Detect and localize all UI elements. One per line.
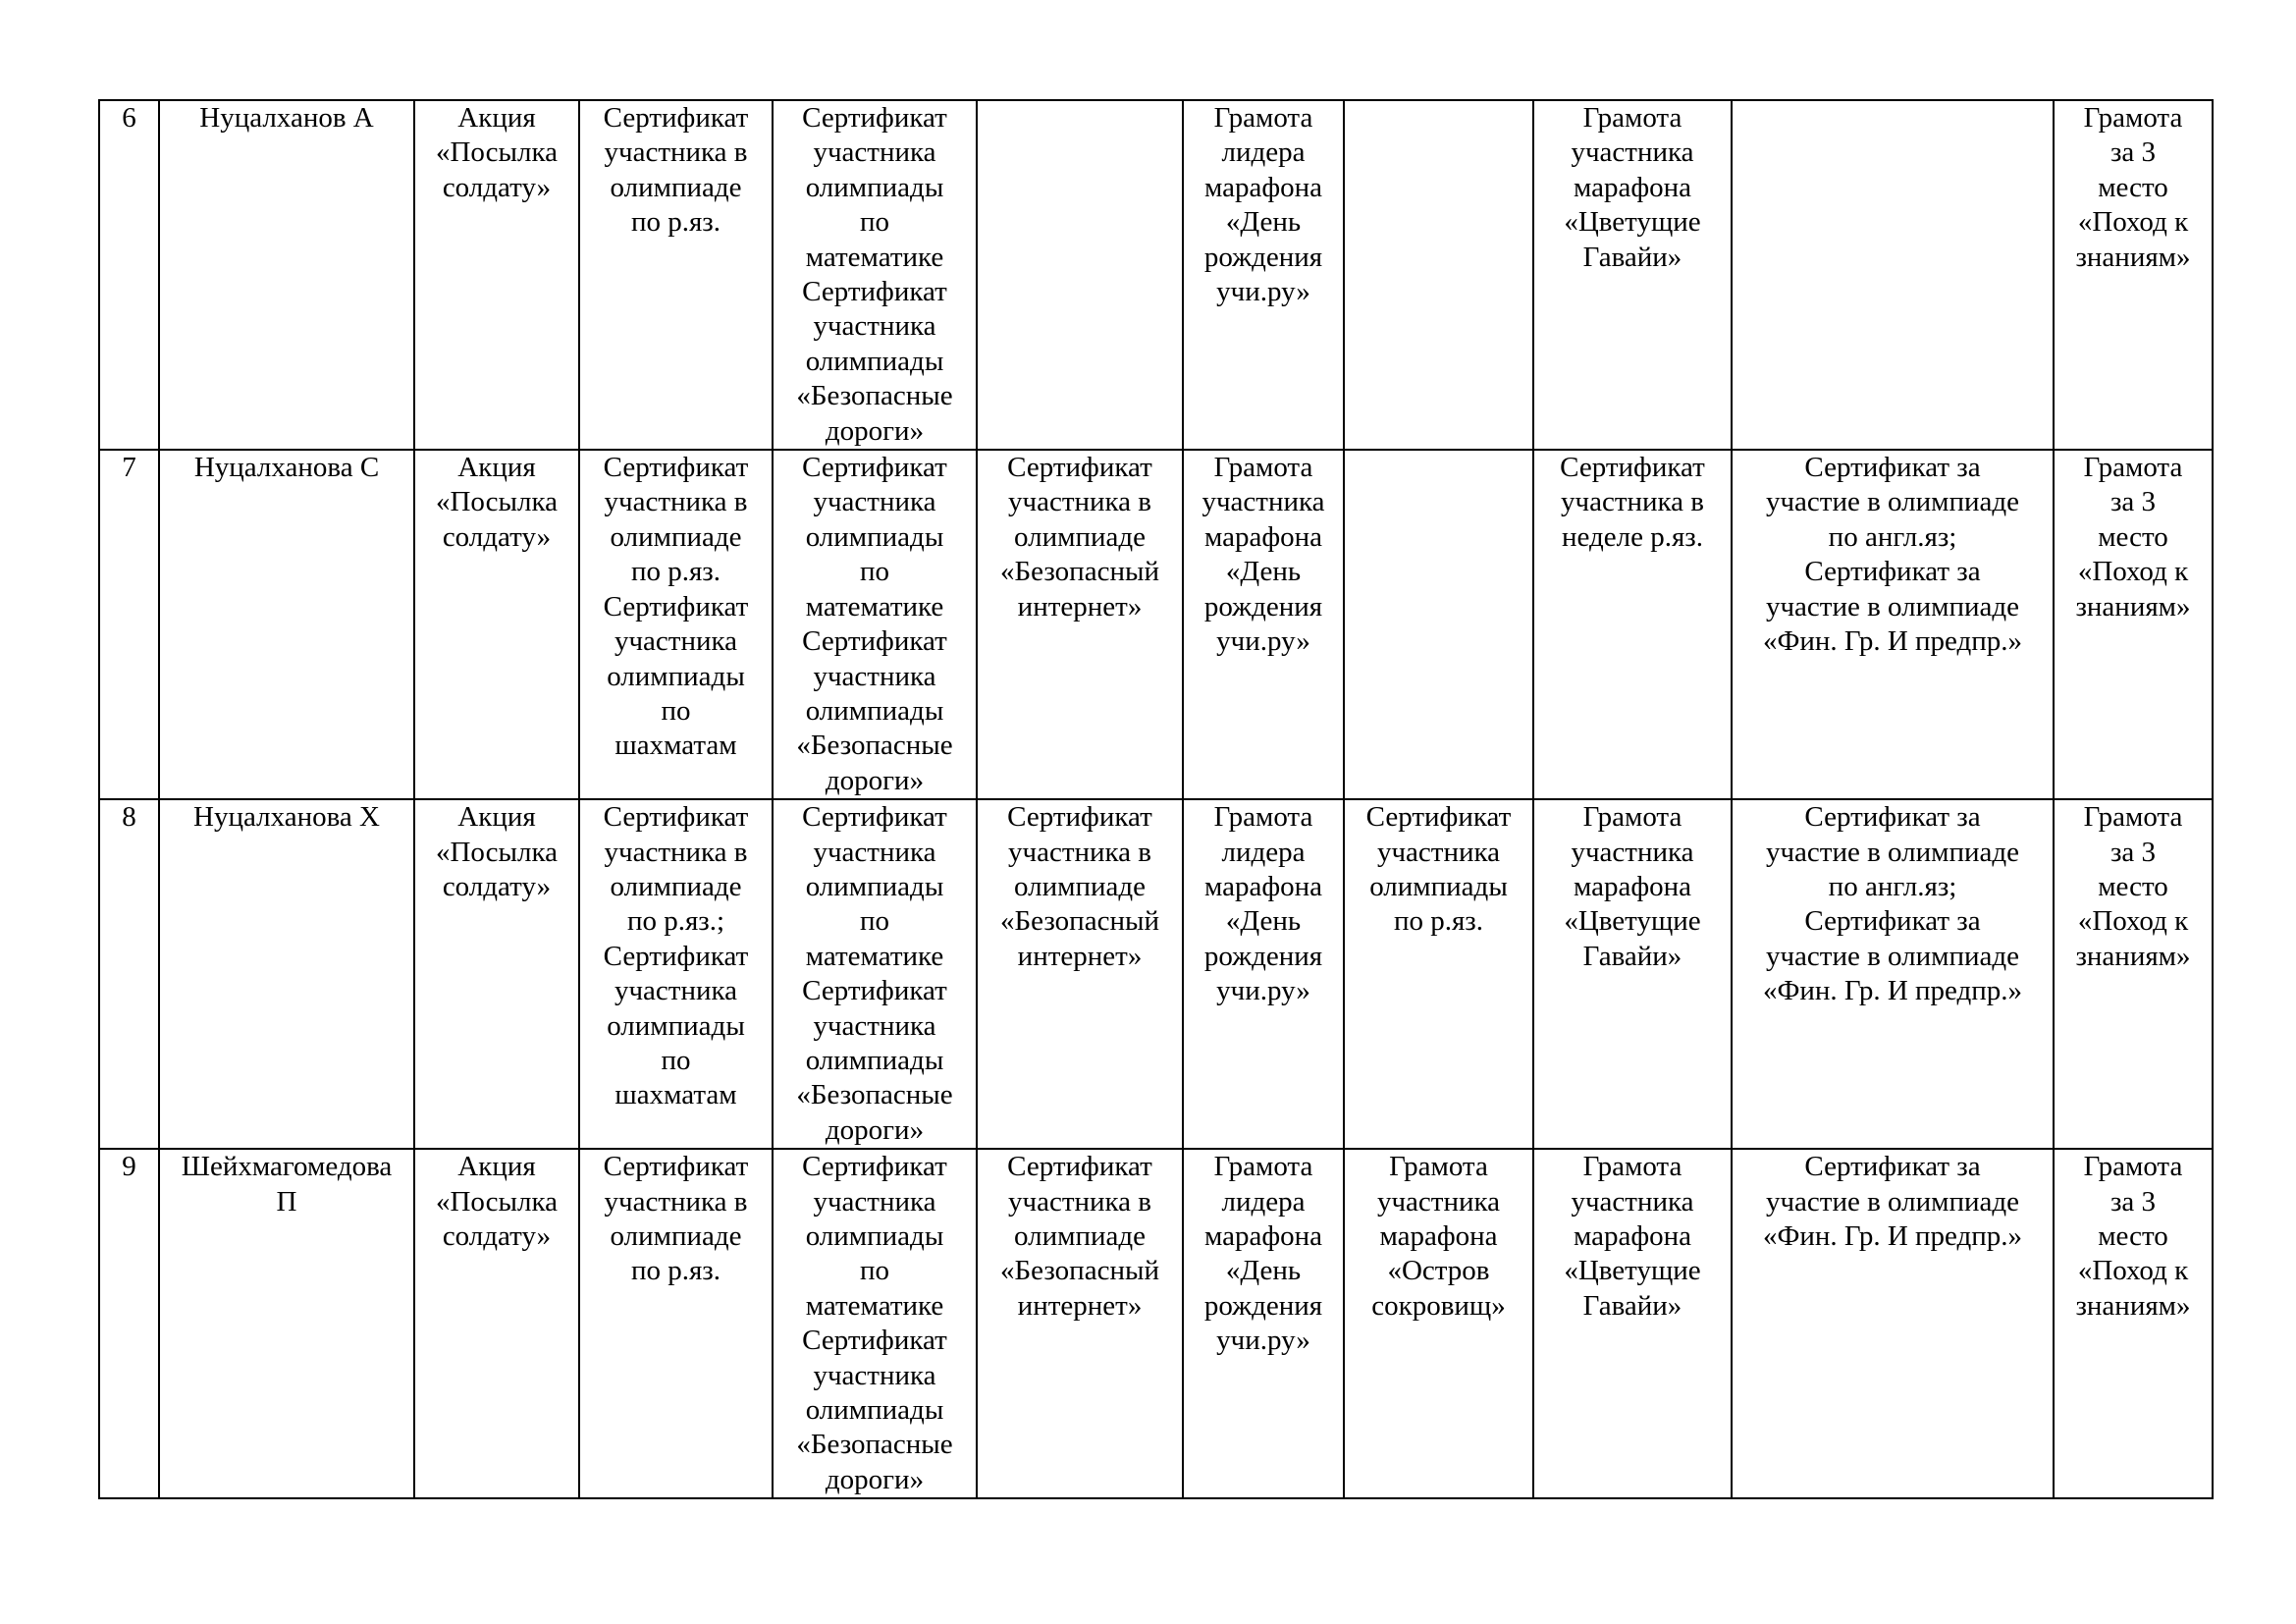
cell-text-line: Сертификат за bbox=[1804, 452, 1981, 484]
cell-text-line: участника в bbox=[604, 136, 748, 169]
cell-text-line: математике bbox=[805, 590, 944, 623]
cell-text-line: олимпиаде bbox=[1014, 1220, 1146, 1252]
cell-text-line: Грамота bbox=[1213, 801, 1313, 834]
cell-text-line: Грамота bbox=[2083, 102, 2183, 134]
cell-text-line: место bbox=[2098, 171, 2168, 203]
uchi-ru-marathon-cell bbox=[1183, 100, 1344, 450]
cell-text-line: место bbox=[2098, 870, 2168, 902]
cell-text-line: Сертификат bbox=[802, 1151, 947, 1183]
cell-text-line: олимпиады bbox=[1369, 870, 1508, 902]
cell-text-line: по англ.яз; bbox=[1828, 870, 1957, 902]
cell-text-line: солдату» bbox=[442, 1220, 552, 1252]
cell-text-line: учи.ру» bbox=[1216, 625, 1310, 658]
student-name-cell bbox=[159, 1149, 414, 1498]
cell-text-line: олимпиады bbox=[805, 520, 944, 553]
cell-text-line: марафона bbox=[1379, 1220, 1498, 1252]
cell-text-line: сокровищ» bbox=[1371, 1289, 1506, 1322]
cell-text-line: Сертификат bbox=[1560, 452, 1705, 484]
cell-text-line: шахматам bbox=[614, 730, 737, 762]
cell-text-line: участника bbox=[1571, 1185, 1694, 1218]
internet-safety-cell bbox=[977, 450, 1183, 799]
cell-text-line: «Цветущие bbox=[1564, 1255, 1701, 1287]
cell-text-line: Шейхмагомедова bbox=[181, 1151, 393, 1183]
cell-text-line: знаниям» bbox=[2075, 1289, 2191, 1322]
cell-text-line: участника bbox=[1201, 486, 1325, 518]
cell-text-line: по р.яз. bbox=[630, 1255, 721, 1287]
cell-text-line: олимпиады bbox=[805, 1044, 944, 1076]
internet-safety-cell bbox=[977, 799, 1183, 1149]
cell-text-line: марафона bbox=[1203, 1220, 1323, 1252]
cell-text-line: солдату» bbox=[442, 520, 552, 553]
olympiad-certificates-cell bbox=[1732, 1149, 2054, 1498]
cell-text-line: «День bbox=[1225, 1255, 1302, 1287]
student-name-cell bbox=[159, 100, 414, 450]
treasure-island-cell bbox=[1344, 1149, 1533, 1498]
cell-text-line: по англ.яз; bbox=[1828, 520, 1957, 553]
cell-text-line: олимпиаде bbox=[1014, 870, 1146, 902]
cell-text-line: Гавайи» bbox=[1582, 1289, 1682, 1322]
cell-text-line: Грамота bbox=[1582, 801, 1682, 834]
cell-text-line: марафона bbox=[1573, 171, 1692, 203]
russian-olympiad-cell bbox=[579, 100, 773, 450]
treasure-island-cell bbox=[1344, 450, 1533, 799]
cell-text-line: «Поход к bbox=[2077, 206, 2189, 239]
cell-text-line: по bbox=[859, 206, 890, 239]
cell-text-line: участника bbox=[1376, 1185, 1501, 1218]
third-place-cell bbox=[2054, 799, 2213, 1149]
math-olympiad-cell bbox=[773, 1149, 977, 1498]
cell-text-line: по bbox=[661, 694, 691, 727]
russian-olympiad-cell bbox=[579, 450, 773, 799]
cell-text-line: за 3 bbox=[2109, 486, 2157, 518]
cell-text-line: участника в bbox=[1560, 486, 1704, 518]
cell-text-line: олимпиаде bbox=[610, 870, 742, 902]
cell-text-line: Сертификат bbox=[802, 975, 947, 1007]
cell-text-line: Сертификат bbox=[1007, 801, 1152, 834]
cell-text-line: место bbox=[2098, 520, 2168, 553]
cell-text-line: участника bbox=[614, 625, 738, 658]
uchi-ru-marathon-cell bbox=[1183, 450, 1344, 799]
table-row bbox=[99, 1149, 2213, 1498]
table-body bbox=[99, 100, 2213, 1498]
math-olympiad-cell bbox=[773, 799, 977, 1149]
cell-text-line: «Фин. Гр. И предпр.» bbox=[1762, 1220, 2023, 1252]
cell-text-line: по р.яз.; bbox=[626, 905, 725, 938]
cell-text-line: «Цветущие bbox=[1564, 206, 1701, 239]
olympiad-certificates-cell bbox=[1732, 100, 2054, 450]
math-olympiad-cell bbox=[773, 450, 977, 799]
cell-text-line: дороги» bbox=[825, 1463, 925, 1495]
treasure-island-cell bbox=[1344, 799, 1533, 1149]
internet-safety-cell bbox=[977, 1149, 1183, 1498]
hawaii-marathon-cell bbox=[1533, 799, 1732, 1149]
cell-text-line: олимпиаде bbox=[1014, 520, 1146, 553]
cell-text-line: лидера bbox=[1221, 136, 1306, 169]
cell-text-line: участие в олимпиаде bbox=[1765, 1185, 2020, 1218]
cell-text-line: математике bbox=[805, 1289, 944, 1322]
cell-text-line: олимпиады bbox=[805, 345, 944, 377]
cell-text-line: участника bbox=[813, 1185, 936, 1218]
cell-text-line: «День bbox=[1225, 905, 1302, 938]
cell-text-line: за 3 bbox=[2109, 1185, 2157, 1218]
russian-olympiad-cell bbox=[579, 1149, 773, 1498]
cell-text-line: «День bbox=[1225, 206, 1302, 239]
cell-text-line: Сертификат bbox=[1007, 1151, 1152, 1183]
hawaii-marathon-cell bbox=[1533, 450, 1732, 799]
cell-text-line: олимпиады bbox=[607, 1009, 745, 1042]
cell-text-line: участника bbox=[813, 1009, 936, 1042]
cell-text-line: Грамота bbox=[1213, 452, 1313, 484]
uchi-ru-marathon-cell bbox=[1183, 799, 1344, 1149]
table-row bbox=[99, 450, 2213, 799]
cell-text-line: «Фин. Гр. И предпр.» bbox=[1762, 975, 2023, 1007]
cell-text-line: Сертификат за bbox=[1804, 556, 1981, 588]
cell-text-line: «Посылка bbox=[435, 136, 558, 169]
cell-text-line: солдату» bbox=[442, 171, 552, 203]
cell-text-line: интернет» bbox=[1017, 940, 1143, 972]
cell-text-line: «Безопасные bbox=[796, 1079, 953, 1111]
cell-text-line: Сертификат bbox=[1365, 801, 1512, 834]
cell-text-line: учи.ру» bbox=[1216, 1325, 1310, 1357]
cell-text-line: «Поход к bbox=[2077, 1255, 2189, 1287]
cell-text-line: Грамота bbox=[1213, 102, 1313, 134]
cell-text-line: по р.яз. bbox=[630, 556, 721, 588]
cell-text-line: марафона bbox=[1573, 870, 1692, 902]
cell-text-line: марафона bbox=[1203, 520, 1323, 553]
cell-text-line: знаниям» bbox=[2075, 241, 2191, 273]
row-number-cell bbox=[99, 100, 159, 450]
cell-text-line: марафона bbox=[1203, 171, 1323, 203]
cell-text-line: по bbox=[661, 1044, 691, 1076]
cell-text-line: «Поход к bbox=[2077, 556, 2189, 588]
cell-text-line: по р.яз. bbox=[1393, 905, 1484, 938]
row-number-cell bbox=[99, 799, 159, 1149]
cell-text-line: Сертификат bbox=[603, 801, 749, 834]
action-cell bbox=[414, 799, 579, 1149]
third-place-cell bbox=[2054, 450, 2213, 799]
cell-text-line: Сертификат bbox=[603, 1151, 749, 1183]
cell-text-line: олимпиаде bbox=[610, 171, 742, 203]
cell-text-line: Сертификат за bbox=[1804, 905, 1981, 938]
cell-text-line: солдату» bbox=[442, 870, 552, 902]
cell-text-line: Сертификат bbox=[603, 452, 749, 484]
row-number-cell bbox=[99, 450, 159, 799]
cell-text-line: «Фин. Гр. И предпр.» bbox=[1762, 625, 2023, 658]
russian-olympiad-cell bbox=[579, 799, 773, 1149]
cell-text-line: участника bbox=[614, 975, 738, 1007]
cell-text-line: Грамота bbox=[1389, 1151, 1488, 1183]
cell-text-line: «Безопасные bbox=[796, 730, 953, 762]
cell-text-line: олимпиады bbox=[805, 870, 944, 902]
cell-text-line: участника bbox=[813, 1359, 936, 1391]
cell-text-line: Сертификат bbox=[603, 940, 749, 972]
cell-text-line: место bbox=[2098, 1220, 2168, 1252]
cell-text-line: участие в олимпиаде bbox=[1765, 486, 2020, 518]
student-name-cell bbox=[159, 450, 414, 799]
cell-text-line: Сертификат bbox=[802, 276, 947, 308]
cell-text-line: знаниям» bbox=[2075, 940, 2191, 972]
cell-text-line: П bbox=[276, 1185, 297, 1218]
cell-text-line: 8 bbox=[122, 801, 136, 834]
cell-text-line: шахматам bbox=[614, 1079, 737, 1111]
awards-table bbox=[98, 99, 2214, 1499]
student-name-cell bbox=[159, 799, 414, 1149]
cell-text-line: Сертификат bbox=[603, 590, 749, 623]
cell-text-line: Сертификат bbox=[802, 452, 947, 484]
cell-text-line: математике bbox=[805, 940, 944, 972]
cell-text-line: Гавайи» bbox=[1582, 940, 1682, 972]
cell-text-line: по bbox=[859, 556, 890, 588]
cell-text-line: Грамота bbox=[2083, 452, 2183, 484]
cell-text-line: участника bbox=[1376, 836, 1501, 868]
cell-text-line: 6 bbox=[122, 102, 136, 134]
cell-text-line: Сертификат bbox=[802, 102, 947, 134]
cell-text-line: за 3 bbox=[2109, 136, 2157, 169]
cell-text-line: Сертификат bbox=[603, 102, 749, 134]
internet-safety-cell bbox=[977, 100, 1183, 450]
cell-text-line: Нуцалханова Х bbox=[193, 801, 380, 834]
cell-text-line: Гавайи» bbox=[1582, 241, 1682, 273]
cell-text-line: «Посылка bbox=[435, 1185, 558, 1218]
cell-text-line: олимпиады bbox=[805, 171, 944, 203]
hawaii-marathon-cell bbox=[1533, 100, 1732, 450]
cell-text-line: Нуцалханов А bbox=[199, 102, 374, 134]
cell-text-line: «День bbox=[1225, 556, 1302, 588]
cell-text-line: участника bbox=[813, 836, 936, 868]
cell-text-line: участника bbox=[813, 136, 936, 169]
cell-text-line: учи.ру» bbox=[1216, 975, 1310, 1007]
cell-text-line: участие в олимпиаде bbox=[1765, 590, 2020, 623]
cell-text-line: 7 bbox=[122, 452, 136, 484]
cell-text-line: Грамота bbox=[2083, 1151, 2183, 1183]
cell-text-line: «Безопасные bbox=[796, 380, 953, 412]
cell-text-line: математике bbox=[805, 241, 944, 273]
cell-text-line: «Посылка bbox=[435, 486, 558, 518]
cell-text-line: Сертификат за bbox=[1804, 801, 1981, 834]
cell-text-line: Грамота bbox=[1582, 102, 1682, 134]
cell-text-line: участника bbox=[813, 486, 936, 518]
cell-text-line: рождения bbox=[1203, 1289, 1323, 1322]
cell-text-line: Сертификат bbox=[802, 625, 947, 658]
cell-text-line: рождения bbox=[1203, 940, 1323, 972]
cell-text-line: Грамота bbox=[1213, 1151, 1313, 1183]
cell-text-line: Грамота bbox=[2083, 801, 2183, 834]
cell-text-line: «Безопасный bbox=[1000, 905, 1159, 938]
cell-text-line: олимпиады bbox=[805, 1220, 944, 1252]
third-place-cell bbox=[2054, 100, 2213, 450]
treasure-island-cell bbox=[1344, 100, 1533, 450]
cell-text-line: Акция bbox=[457, 801, 536, 834]
cell-text-line: по р.яз. bbox=[630, 206, 721, 239]
cell-text-line: марафона bbox=[1203, 870, 1323, 902]
cell-text-line: участника в bbox=[1007, 836, 1151, 868]
hawaii-marathon-cell bbox=[1533, 1149, 1732, 1498]
cell-text-line: интернет» bbox=[1017, 590, 1143, 623]
cell-text-line: «Остров bbox=[1387, 1255, 1490, 1287]
cell-text-line: участие в олимпиаде bbox=[1765, 836, 2020, 868]
cell-text-line: олимпиады bbox=[607, 660, 745, 692]
cell-text-line: дороги» bbox=[825, 1113, 925, 1146]
action-cell bbox=[414, 1149, 579, 1498]
cell-text-line: олимпиады bbox=[805, 694, 944, 727]
row-number-cell bbox=[99, 1149, 159, 1498]
cell-text-line: 9 bbox=[122, 1151, 136, 1183]
cell-text-line: олимпиаде bbox=[610, 1220, 742, 1252]
cell-text-line: «Посылка bbox=[435, 836, 558, 868]
cell-text-line: «Цветущие bbox=[1564, 905, 1701, 938]
cell-text-line: «Безопасный bbox=[1000, 556, 1159, 588]
table-row bbox=[99, 100, 2213, 450]
cell-text-line: участника bbox=[813, 310, 936, 343]
cell-text-line: по bbox=[859, 1255, 890, 1287]
cell-text-line: рождения bbox=[1203, 590, 1323, 623]
cell-text-line: участника в bbox=[1007, 486, 1151, 518]
cell-text-line: Акция bbox=[457, 102, 536, 134]
cell-text-line: олимпиады bbox=[805, 1394, 944, 1427]
cell-text-line: лидера bbox=[1221, 836, 1306, 868]
cell-text-line: дороги» bbox=[825, 764, 925, 796]
cell-text-line: «Безопасные bbox=[796, 1429, 953, 1461]
cell-text-line: олимпиаде bbox=[610, 520, 742, 553]
cell-text-line: Акция bbox=[457, 452, 536, 484]
action-cell bbox=[414, 450, 579, 799]
cell-text-line: интернет» bbox=[1017, 1289, 1143, 1322]
cell-text-line: Сертификат bbox=[802, 1325, 947, 1357]
cell-text-line: рождения bbox=[1203, 241, 1323, 273]
math-olympiad-cell bbox=[773, 100, 977, 450]
cell-text-line: участника в bbox=[604, 836, 748, 868]
cell-text-line: знаниям» bbox=[2075, 590, 2191, 623]
cell-text-line: Сертификат за bbox=[1804, 1151, 1981, 1183]
third-place-cell bbox=[2054, 1149, 2213, 1498]
cell-text-line: за 3 bbox=[2109, 836, 2157, 868]
cell-text-line: «Безопасный bbox=[1000, 1255, 1159, 1287]
cell-text-line: по bbox=[859, 905, 890, 938]
cell-text-line: участника в bbox=[1007, 1185, 1151, 1218]
uchi-ru-marathon-cell bbox=[1183, 1149, 1344, 1498]
cell-text-line: Сертификат bbox=[802, 801, 947, 834]
cell-text-line: дороги» bbox=[825, 414, 925, 447]
cell-text-line: неделе р.яз. bbox=[1561, 520, 1704, 553]
cell-text-line: участника в bbox=[604, 1185, 748, 1218]
cell-text-line: участника в bbox=[604, 486, 748, 518]
table-row bbox=[99, 799, 2213, 1149]
cell-text-line: Нуцалханова С bbox=[193, 452, 380, 484]
cell-text-line: участника bbox=[1571, 836, 1694, 868]
action-cell bbox=[414, 100, 579, 450]
cell-text-line: учи.ру» bbox=[1216, 276, 1310, 308]
cell-text-line: участника bbox=[813, 660, 936, 692]
cell-text-line: лидера bbox=[1221, 1185, 1306, 1218]
cell-text-line: Грамота bbox=[1582, 1151, 1682, 1183]
olympiad-certificates-cell bbox=[1732, 450, 2054, 799]
cell-text-line: Сертификат bbox=[1007, 452, 1152, 484]
cell-text-line: участника bbox=[1571, 136, 1694, 169]
cell-text-line: Акция bbox=[457, 1151, 536, 1183]
olympiad-certificates-cell bbox=[1732, 799, 2054, 1149]
cell-text-line: «Поход к bbox=[2077, 905, 2189, 938]
cell-text-line: марафона bbox=[1573, 1220, 1692, 1252]
cell-text-line: участие в олимпиаде bbox=[1765, 940, 2020, 972]
